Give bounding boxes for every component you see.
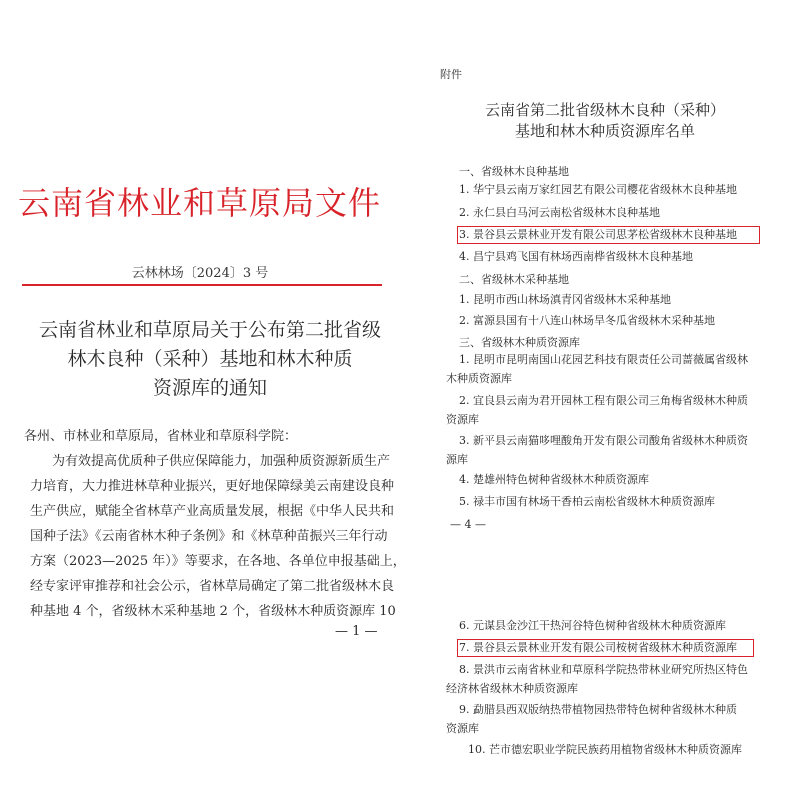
list-item: 2. 宜良县云南为君开园林工程有限公司三角梅省级林木种质 xyxy=(459,394,748,407)
notice-title-line: 资源库的通知 xyxy=(152,377,267,399)
red-divider-line xyxy=(22,284,382,286)
attachment-label: 附件 xyxy=(440,68,462,81)
paragraph-line: 生产供应，赋能全省林草产业高质量发展，根据《中华人民共和 xyxy=(30,504,395,519)
list-item: 6. 元谋县金沙江干热河谷特色树种省级林木种质资源库 xyxy=(459,619,726,632)
list-title xyxy=(440,100,770,142)
document-header-title: 云南省林业和草原局文件 xyxy=(18,184,382,222)
section-heading: 二、省级林木采种基地 xyxy=(459,273,569,286)
list-item-continuation: 木种质资源库 xyxy=(446,372,512,385)
paragraph-line: 方案（2023—2025 年）》等要求，在各地、各单位申报基础上， xyxy=(30,554,406,569)
list-title-line: 云南省第二批省级林木良种（采种） xyxy=(484,101,725,119)
notice-title-line: 林木良种（采种）基地和林木种质 xyxy=(67,348,353,370)
list-item: 1. 华宁县云南万家红园艺有限公司樱花省级林木良种基地 xyxy=(459,183,737,196)
paragraph-line: 经专家评审推荐和社会公示，省林草局确定了第二批省级林木良 xyxy=(30,579,395,594)
notice-title xyxy=(20,316,400,403)
list-item: 4. 昌宁县鸡飞国有林场西南桦省级林木良种基地 xyxy=(459,250,693,263)
list-item-highlighted: 7. 景谷县云景林业开发有限公司桉树省级林木种质资源库 xyxy=(459,641,737,654)
list-item: 1. 昆明市昆明南国山花园艺科技有限责任公司蔷薇属省级林 xyxy=(459,353,748,366)
list-title-line: 基地和林木种质资源库名单 xyxy=(514,122,695,140)
list-item: 9. 勐腊县西双版纳热带植物园热带特色树种省级林木种质 xyxy=(459,703,737,716)
section-heading: 三、省级林木种质资源库 xyxy=(459,336,580,349)
paragraph-line: 国种子法》《云南省林木种子条例》和《林草种苗振兴三年行动 xyxy=(30,529,388,544)
right-document-page xyxy=(400,0,800,800)
section-heading: 一、省级林木良种基地 xyxy=(459,165,569,178)
addressee: 各州、市林业和草原局，省林业和草原科学院： xyxy=(24,429,298,444)
list-item: 2. 富源县国有十八连山林场旱冬瓜省级林木采种基地 xyxy=(459,314,715,327)
paragraph-line: 力培育，大力推进林草种业振兴，更好地保障绿美云南建设良种 xyxy=(30,479,395,494)
paragraph-line: 种基地 4 个，省级林木采种基地 2 个，省级林木种质资源库 10 xyxy=(30,604,396,619)
list-item: 1. 昆明市西山林场滇青冈省级林木采种基地 xyxy=(459,293,671,306)
list-item-continuation: 资源库 xyxy=(446,413,479,426)
list-item: 2. 永仁县白马河云南松省级林木良种基地 xyxy=(459,206,660,219)
list-item-continuation: 资源库 xyxy=(446,722,479,735)
page-number: — 1 — xyxy=(335,624,378,639)
list-item: 4. 楚雄州特色树种省级林木种质资源库 xyxy=(459,473,649,486)
list-item-continuation: 经济林省级林木种质资源库 xyxy=(446,682,578,695)
document-number: 云林林场〔2024〕3 号 xyxy=(131,266,269,281)
list-item: 5. 禄丰市国有林场干香柏云南松省级林木种质资源库 xyxy=(459,495,715,508)
list-item: 8. 景洪市云南省林业和草原科学院热带林业研究所热区特色 xyxy=(459,663,748,676)
list-item: 3. 新平县云南猫哆哩酸角开发有限公司酸角省级林木种质资 xyxy=(459,434,748,447)
page-number: — 4 — xyxy=(450,518,486,531)
list-item-continuation: 源库 xyxy=(446,453,468,466)
list-item: 10. 芒市德宏职业学院民族药用植物省级林木种质资源库 xyxy=(468,743,742,756)
paragraph-line: 为有效提高优质种子供应保障能力，加强种质资源新质生产 xyxy=(52,454,391,469)
list-item-highlighted: 3. 景谷县云景林业开发有限公司思茅松省级林木良种基地 xyxy=(459,228,737,241)
notice-title-line: 云南省林业和草原局关于公布第二批省级 xyxy=(38,319,381,341)
